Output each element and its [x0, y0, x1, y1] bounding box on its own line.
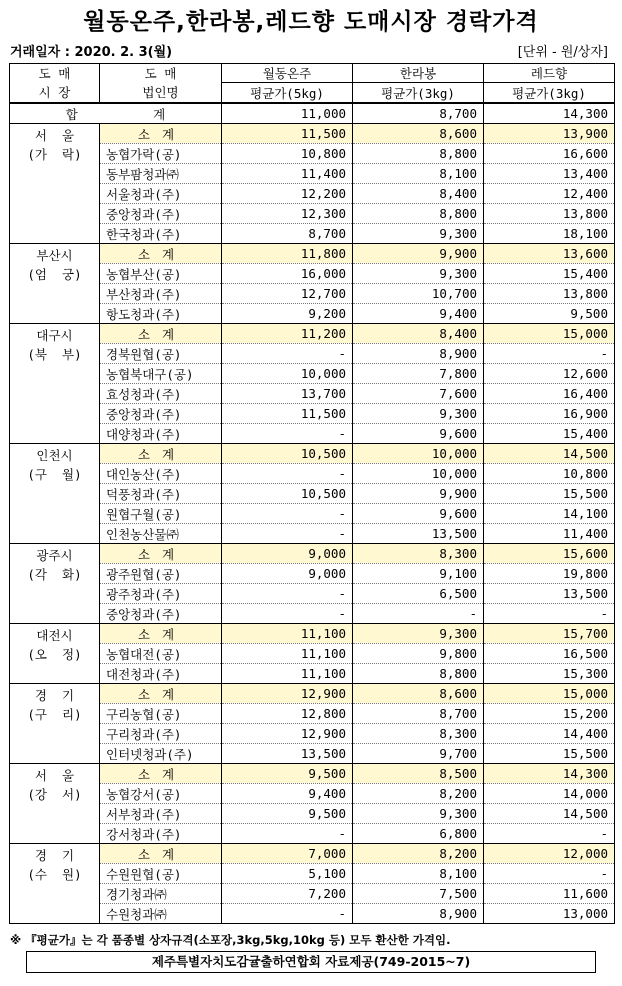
corp-value: 12,800 — [222, 704, 353, 724]
corp-value: 15,200 — [484, 704, 615, 724]
corp-value: 13,700 — [222, 384, 353, 404]
corp-row — [10, 204, 615, 224]
corp-value: 14,500 — [484, 804, 615, 824]
corp-value: - — [484, 344, 615, 364]
corp-row — [10, 904, 615, 924]
subtotal-row — [10, 684, 615, 704]
corp-value: 10,800 — [484, 464, 615, 484]
corp-row — [10, 224, 615, 244]
header-corp — [100, 64, 222, 104]
corp-name: 중앙청과(주) — [100, 204, 222, 224]
header-market-bottom: 시 장 — [38, 85, 71, 100]
subtotal-label: 소계 — [100, 624, 222, 644]
corp-name: 대양청과(주) — [100, 424, 222, 444]
header-product: 한라봉 — [353, 64, 484, 83]
market-name-line1: 인천시 — [36, 448, 73, 463]
market-name — [10, 544, 100, 624]
corp-value: 8,700 — [353, 704, 484, 724]
corp-value: 13,400 — [484, 164, 615, 184]
market-name-line1: 광주시 — [36, 548, 73, 563]
market-name — [10, 684, 100, 764]
corp-name: 항도청과(주) — [100, 304, 222, 324]
corp-row — [10, 864, 615, 884]
source-credit: 제주특별자치도감귤출하연합회 자료제공(749-2015~7) — [26, 951, 596, 973]
subtotal-value: 9,500 — [222, 764, 353, 784]
corp-name: 중앙청과(주) — [100, 404, 222, 424]
market-name — [10, 124, 100, 244]
corp-value: 9,200 — [222, 304, 353, 324]
corp-value: 8,800 — [353, 144, 484, 164]
header-market — [10, 64, 100, 104]
market-name — [10, 324, 100, 444]
corp-value: 12,200 — [222, 184, 353, 204]
subtotal-label: 소계 — [100, 684, 222, 704]
corp-value: 8,300 — [353, 724, 484, 744]
corp-value: 9,800 — [353, 644, 484, 664]
corp-value: 15,300 — [484, 664, 615, 684]
corp-value: 14,000 — [484, 784, 615, 804]
market-name — [10, 764, 100, 844]
corp-name: 덕풍청과(주) — [100, 484, 222, 504]
corp-value: 9,600 — [353, 424, 484, 444]
corp-row — [10, 164, 615, 184]
corp-value: 13,800 — [484, 204, 615, 224]
corp-value: 9,900 — [353, 484, 484, 504]
subtotal-value: 13,900 — [484, 124, 615, 144]
corp-name: 농협북대구(공) — [100, 364, 222, 384]
corp-row — [10, 304, 615, 324]
corp-value: 8,900 — [353, 344, 484, 364]
market-name — [10, 244, 100, 324]
corp-value: - — [222, 504, 353, 524]
corp-name: 광주원협(공) — [100, 564, 222, 584]
corp-value: 9,300 — [353, 404, 484, 424]
market-name-line2: (수 원) — [27, 867, 82, 882]
corp-name: 구리농협(공) — [100, 704, 222, 724]
corp-value: 8,800 — [353, 204, 484, 224]
market-name — [10, 624, 100, 684]
market-name-line1: 부산시 — [36, 248, 73, 263]
corp-name: 효성청과(주) — [100, 384, 222, 404]
corp-value: 16,000 — [222, 264, 353, 284]
corp-value: - — [484, 604, 615, 624]
corp-name: 농협가락(공) — [100, 144, 222, 164]
corp-row — [10, 144, 615, 164]
corp-value: 14,400 — [484, 724, 615, 744]
corp-name: 농협부산(공) — [100, 264, 222, 284]
header-corp-bottom: 법인명 — [142, 85, 179, 100]
corp-value: 15,400 — [484, 424, 615, 444]
corp-row — [10, 284, 615, 304]
subtotal-label: 소계 — [100, 444, 222, 464]
subtotal-value: 10,000 — [353, 444, 484, 464]
corp-value: 7,200 — [222, 884, 353, 904]
corp-value: 9,600 — [353, 504, 484, 524]
corp-value: 9,500 — [222, 804, 353, 824]
corp-value: 10,700 — [353, 284, 484, 304]
subtotal-value: 13,600 — [484, 244, 615, 264]
corp-value: 10,800 — [222, 144, 353, 164]
corp-value: 8,100 — [353, 164, 484, 184]
corp-row — [10, 184, 615, 204]
corp-value: 7,800 — [353, 364, 484, 384]
corp-name: 한국청과(주) — [100, 224, 222, 244]
corp-value: 13,500 — [222, 744, 353, 764]
footnote: ※ 『평균가』는 각 품종별 상자규격(소포장,3kg,5kg,10kg 등) 모두 환산한 가격임. — [10, 933, 451, 947]
subtotal-value: 8,200 — [353, 844, 484, 864]
corp-value: 11,500 — [222, 404, 353, 424]
corp-value: 7,500 — [353, 884, 484, 904]
market-name-line2: (엄 궁) — [27, 267, 82, 282]
corp-value: 7,600 — [353, 384, 484, 404]
corp-value: 12,700 — [222, 284, 353, 304]
corp-row — [10, 744, 615, 764]
corp-value: 13,500 — [484, 584, 615, 604]
subtotal-value: 9,300 — [353, 624, 484, 644]
subtotal-value: 11,500 — [222, 124, 353, 144]
subtotal-value: 8,600 — [353, 684, 484, 704]
total-value: 11,000 — [222, 103, 353, 124]
corp-value: 6,500 — [353, 584, 484, 604]
corp-row — [10, 704, 615, 724]
subtotal-row — [10, 624, 615, 644]
corp-name: 인터넷청과(주) — [100, 744, 222, 764]
subtotal-value: 11,100 — [222, 624, 353, 644]
header-avg-label: 평균가(3kg) — [484, 83, 615, 103]
corp-row — [10, 724, 615, 744]
corp-row — [10, 604, 615, 624]
corp-row — [10, 824, 615, 844]
corp-value: 12,300 — [222, 204, 353, 224]
market-name-line2: (강 서) — [27, 787, 82, 802]
corp-row — [10, 384, 615, 404]
corp-name: 대인농산(주) — [100, 464, 222, 484]
corp-value: 9,700 — [353, 744, 484, 764]
subtotal-label: 소계 — [100, 324, 222, 344]
corp-value: - — [222, 824, 353, 844]
corp-row — [10, 364, 615, 384]
subtotal-value: 11,200 — [222, 324, 353, 344]
corp-value: 15,500 — [484, 484, 615, 504]
page-title: 월동온주,한라봉,레드향 도매시장 경락가격 — [83, 9, 539, 35]
market-name-line1: 서 울 — [34, 768, 75, 783]
corp-row — [10, 484, 615, 504]
subtotal-value: 8,500 — [353, 764, 484, 784]
corp-name: 원협구월(공) — [100, 504, 222, 524]
market-name-line2: (오 정) — [27, 647, 82, 662]
corp-row — [10, 524, 615, 544]
corp-row — [10, 584, 615, 604]
corp-value: 10,500 — [222, 484, 353, 504]
total-value: 8,700 — [353, 103, 484, 124]
corp-value: 10,000 — [222, 364, 353, 384]
corp-value: - — [353, 604, 484, 624]
corp-value: 8,400 — [353, 184, 484, 204]
corp-row — [10, 664, 615, 684]
corp-value: - — [222, 604, 353, 624]
market-name-line1: 대전시 — [36, 628, 73, 643]
corp-name: 인천농산물㈜ — [100, 524, 222, 544]
corp-row — [10, 424, 615, 444]
subtotal-row — [10, 324, 615, 344]
subtotal-row — [10, 844, 615, 864]
corp-value: 16,400 — [484, 384, 615, 404]
corp-value: 8,700 — [222, 224, 353, 244]
corp-name: 수원원협(공) — [100, 864, 222, 884]
subtotal-value: 7,000 — [222, 844, 353, 864]
header-product: 레드향 — [484, 64, 615, 83]
header-product: 월동온주 — [222, 64, 353, 83]
market-name-line2: (구 월) — [27, 467, 82, 482]
subtotal-value: 11,800 — [222, 244, 353, 264]
corp-name: 수원청과㈜ — [100, 904, 222, 924]
corp-value: 13,500 — [353, 524, 484, 544]
price-table — [9, 63, 615, 924]
corp-value: - — [222, 464, 353, 484]
corp-value: 11,400 — [484, 524, 615, 544]
corp-value: 19,800 — [484, 564, 615, 584]
market-name-line1: 경 기 — [34, 848, 75, 863]
corp-value: - — [222, 584, 353, 604]
corp-name: 서부청과(주) — [100, 804, 222, 824]
corp-row — [10, 884, 615, 904]
subtotal-label: 소계 — [100, 764, 222, 784]
corp-name: 농협강서(공) — [100, 784, 222, 804]
corp-name: 부산청과(주) — [100, 284, 222, 304]
market-name-line1: 경 기 — [34, 688, 75, 703]
corp-value: - — [222, 524, 353, 544]
subtotal-value: 14,500 — [484, 444, 615, 464]
corp-value: 12,400 — [484, 184, 615, 204]
corp-value: 9,000 — [222, 564, 353, 584]
subtotal-row — [10, 544, 615, 564]
subtotal-value: 15,000 — [484, 324, 615, 344]
subtotal-value: 9,000 — [222, 544, 353, 564]
subtotal-row — [10, 764, 615, 784]
subtotal-value: 14,300 — [484, 764, 615, 784]
corp-value: 18,100 — [484, 224, 615, 244]
subtotal-value: 8,600 — [353, 124, 484, 144]
header-corp-top: 도 매 — [144, 66, 177, 81]
corp-value: 16,900 — [484, 404, 615, 424]
subtotal-label: 소계 — [100, 544, 222, 564]
corp-value: - — [222, 344, 353, 364]
subtotal-value: 10,500 — [222, 444, 353, 464]
corp-row — [10, 464, 615, 484]
corp-name: 강서청과(주) — [100, 824, 222, 844]
corp-value: 10,000 — [353, 464, 484, 484]
corp-row — [10, 404, 615, 424]
subtotal-value: 12,000 — [484, 844, 615, 864]
corp-value: 12,900 — [222, 724, 353, 744]
subtotal-value: 12,900 — [222, 684, 353, 704]
unit-label: [단위 - 원/상자] — [517, 45, 608, 60]
corp-row — [10, 564, 615, 584]
corp-value: 11,100 — [222, 644, 353, 664]
corp-value: - — [484, 824, 615, 844]
subtotal-value: 15,000 — [484, 684, 615, 704]
corp-row — [10, 644, 615, 664]
corp-value: 8,200 — [353, 784, 484, 804]
corp-value: 14,100 — [484, 504, 615, 524]
subtotal-row — [10, 124, 615, 144]
subtotal-value: 8,400 — [353, 324, 484, 344]
corp-value: 16,500 — [484, 644, 615, 664]
corp-value: 9,400 — [353, 304, 484, 324]
total-row — [10, 103, 615, 124]
trade-date: 거래일자 : 2020. 2. 3(월) — [10, 45, 173, 60]
corp-value: 13,000 — [484, 904, 615, 924]
corp-value: - — [484, 864, 615, 884]
corp-name: 동부팜청과㈜ — [100, 164, 222, 184]
corp-value: 8,100 — [353, 864, 484, 884]
corp-row — [10, 804, 615, 824]
subtotal-row — [10, 244, 615, 264]
market-name-line1: 대구시 — [36, 328, 73, 343]
corp-value: 12,600 — [484, 364, 615, 384]
subtotal-label: 소계 — [100, 124, 222, 144]
corp-name: 광주청과(주) — [100, 584, 222, 604]
subtotal-label: 소계 — [100, 844, 222, 864]
corp-name: 경북원협(공) — [100, 344, 222, 364]
header-avg-label: 평균가(3kg) — [353, 83, 484, 103]
corp-row — [10, 264, 615, 284]
corp-value: 9,300 — [353, 264, 484, 284]
corp-value: 11,600 — [484, 884, 615, 904]
corp-row — [10, 504, 615, 524]
subtotal-value: 15,600 — [484, 544, 615, 564]
corp-row — [10, 784, 615, 804]
total-label: 합 계 — [10, 103, 222, 124]
corp-value: 8,800 — [353, 664, 484, 684]
corp-value: 15,400 — [484, 264, 615, 284]
corp-value: 9,300 — [353, 224, 484, 244]
corp-name: 서울청과(주) — [100, 184, 222, 204]
subtotal-value: 8,300 — [353, 544, 484, 564]
corp-name: 중앙청과(주) — [100, 604, 222, 624]
corp-value: 9,300 — [353, 804, 484, 824]
corp-value: - — [222, 904, 353, 924]
corp-name: 구리청과(주) — [100, 724, 222, 744]
market-name-line1: 서 울 — [34, 128, 75, 143]
corp-row — [10, 344, 615, 364]
corp-value: 11,400 — [222, 164, 353, 184]
total-value: 14,300 — [484, 103, 615, 124]
corp-value: 8,900 — [353, 904, 484, 924]
corp-value: 15,500 — [484, 744, 615, 764]
corp-value: 6,800 — [353, 824, 484, 844]
market-name-line2: (가 락) — [27, 147, 82, 162]
header-market-top: 도 매 — [38, 66, 71, 81]
market-name — [10, 844, 100, 924]
corp-name: 농협대전(공) — [100, 644, 222, 664]
market-name-line2: (각 화) — [27, 567, 82, 582]
subtotal-value: 9,900 — [353, 244, 484, 264]
market-name — [10, 444, 100, 544]
corp-value: 13,800 — [484, 284, 615, 304]
corp-value: 16,600 — [484, 144, 615, 164]
corp-value: 9,500 — [484, 304, 615, 324]
corp-name: 경기청과㈜ — [100, 884, 222, 904]
corp-name: 대전청과(주) — [100, 664, 222, 684]
subtotal-label: 소계 — [100, 244, 222, 264]
market-name-line2: (구 리) — [27, 707, 82, 722]
corp-value: 9,100 — [353, 564, 484, 584]
subtotal-row — [10, 444, 615, 464]
corp-value: - — [222, 424, 353, 444]
corp-value: 11,100 — [222, 664, 353, 684]
corp-value: 9,400 — [222, 784, 353, 804]
market-name-line2: (북 부) — [27, 347, 82, 362]
corp-value: 5,100 — [222, 864, 353, 884]
subtotal-value: 15,700 — [484, 624, 615, 644]
header-avg-label: 평균가(5kg) — [222, 83, 353, 103]
